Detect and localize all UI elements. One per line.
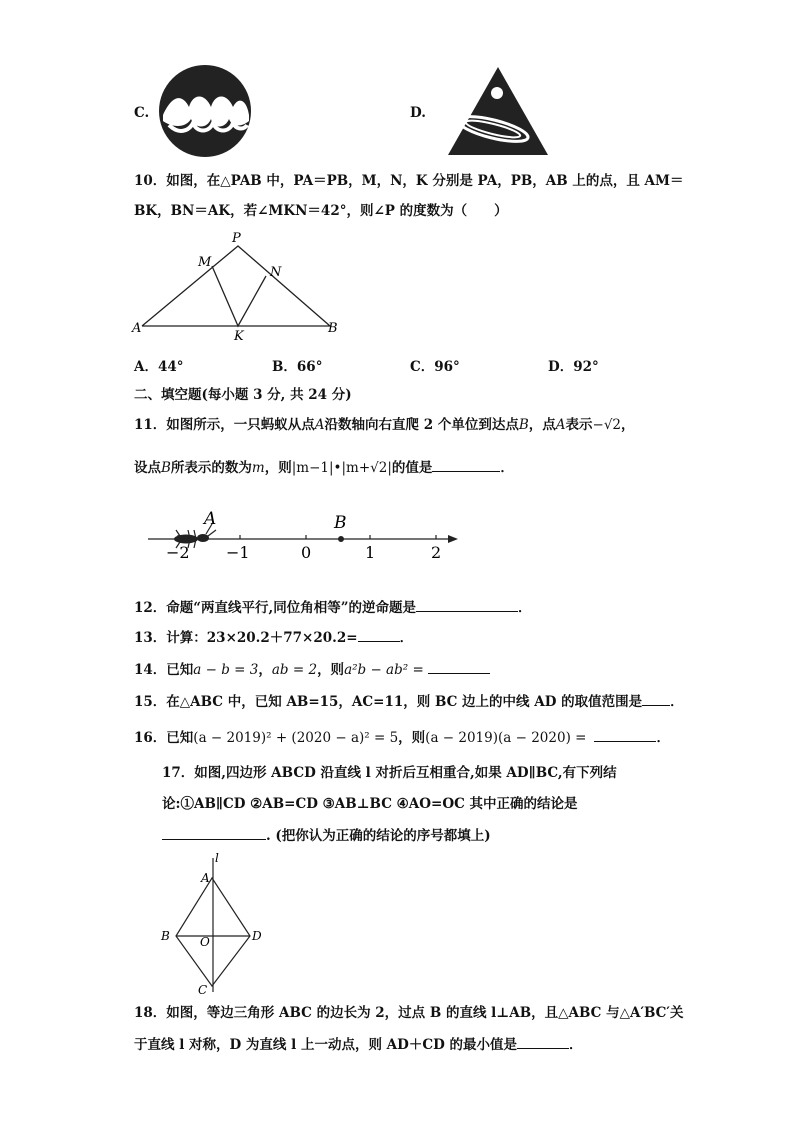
q16-answer-blank[interactable] — [594, 728, 656, 742]
q15-answer-blank[interactable] — [642, 692, 670, 706]
q12-answer-blank[interactable] — [416, 598, 518, 612]
axis-label-b: B — [334, 513, 347, 533]
q17-label-b: B — [161, 929, 170, 943]
option-d-sun — [491, 87, 503, 99]
q17-line2: 论:①AB∥CD ②AB=CD ③AB⊥BC ④AO=OC 其中正确的结论是 — [162, 796, 578, 812]
q17-line3: . (把你认为正确的结论的序号都填上) — [162, 826, 491, 845]
tick-label-neg1: −1 — [226, 543, 250, 562]
q10-option-c: C．96° — [410, 359, 460, 375]
q18-line1: 18．如图，等边三角形 ABC 的边长为 2，过点 B 的直线 l⊥AB，且△ABC 与△A′BC′关 — [134, 1005, 684, 1021]
q15: 15．在△ABC 中，已知 AB=15，AC=11，则 BC 边上的中线 AD 的取值范围是 ． — [134, 694, 684, 710]
q14-answer-blank[interactable] — [428, 660, 490, 674]
tick-label-neg2: −2 — [166, 543, 190, 562]
q10-label-b: B — [328, 321, 338, 336]
option-d-image — [438, 65, 548, 157]
q11-line2: 设点B所表示的数为m，则|m−1|•|m+√2|的值是 ． — [134, 460, 514, 476]
q11-line1: 11．如图所示，一只蚂蚁从点A沿数轴向右直爬 2 个单位到达点B，点A表示−√2， — [134, 417, 635, 433]
q13-answer-blank[interactable] — [358, 628, 400, 642]
q11-answer-blank[interactable] — [432, 458, 500, 472]
option-c-label: C. — [134, 105, 150, 121]
tick-label-1: 1 — [365, 543, 376, 562]
option-c-image — [155, 65, 255, 157]
q10-line2: BK，BN＝AK，若∠MKN＝42°，则∠P 的度数为（ ） — [134, 203, 508, 219]
q10-option-a: A．44° — [134, 359, 184, 375]
q10-label-p: P — [232, 231, 241, 246]
q10-figure — [132, 231, 358, 344]
q10-option-d: D．92° — [548, 359, 599, 375]
q18-answer-blank[interactable] — [517, 1035, 569, 1049]
q10-option-b: B．66° — [272, 359, 323, 375]
q10-line1: 10．如图，在△PAB 中，PA＝PB，M，N，K 分别是 PA，PB，AB 上的点，且 AM＝ — [134, 173, 684, 189]
tick-label-0: 0 — [301, 543, 312, 562]
q18-line2: 于直线 l 对称，D 为直线 l 上一动点，则 AD＋CD 的最小值是 ． — [134, 1037, 583, 1053]
tick-label-2: 2 — [431, 543, 442, 562]
q10-label-k: K — [234, 329, 244, 344]
section-2-title: 二、填空题(每小题 3 分, 共 24 分) — [134, 387, 352, 403]
q12: 12．命题“两直线平行,同位角相等”的逆命题是 ． — [134, 600, 532, 616]
q13: 13．计算：23×20.2＋77×20.2= ． — [134, 630, 414, 646]
q17-label-o: O — [200, 935, 210, 949]
option-d-label: D. — [410, 105, 426, 121]
q17-label-d: D — [252, 929, 262, 943]
q14: 14．已知a − b = 3，ab = 2，则a²b − ab² = — [134, 660, 490, 679]
q17-label-c: C — [198, 983, 208, 997]
q10-label-m: M — [198, 255, 212, 270]
q17-label-a: A — [201, 871, 210, 885]
point-b — [338, 536, 344, 542]
q16: 16．已知(a − 2019)² + (2020 − a)² = 5，则(a − 2019)(a − 2020) = ． — [134, 730, 670, 746]
q11-number-line — [146, 508, 466, 568]
q17-line1: 17．如图,四边形 ABCD 沿直线 l 对折后互相重合,如果 AD∥BC,有下列结 — [162, 765, 617, 781]
q17-label-l: l — [215, 851, 219, 865]
option-d-triangle — [448, 67, 548, 155]
q10-label-a: A — [132, 321, 142, 336]
q17-answer-blank[interactable] — [162, 826, 266, 840]
q10-label-n: N — [270, 265, 282, 280]
q17-figure — [160, 850, 270, 995]
axis-label-a: A — [204, 509, 217, 529]
